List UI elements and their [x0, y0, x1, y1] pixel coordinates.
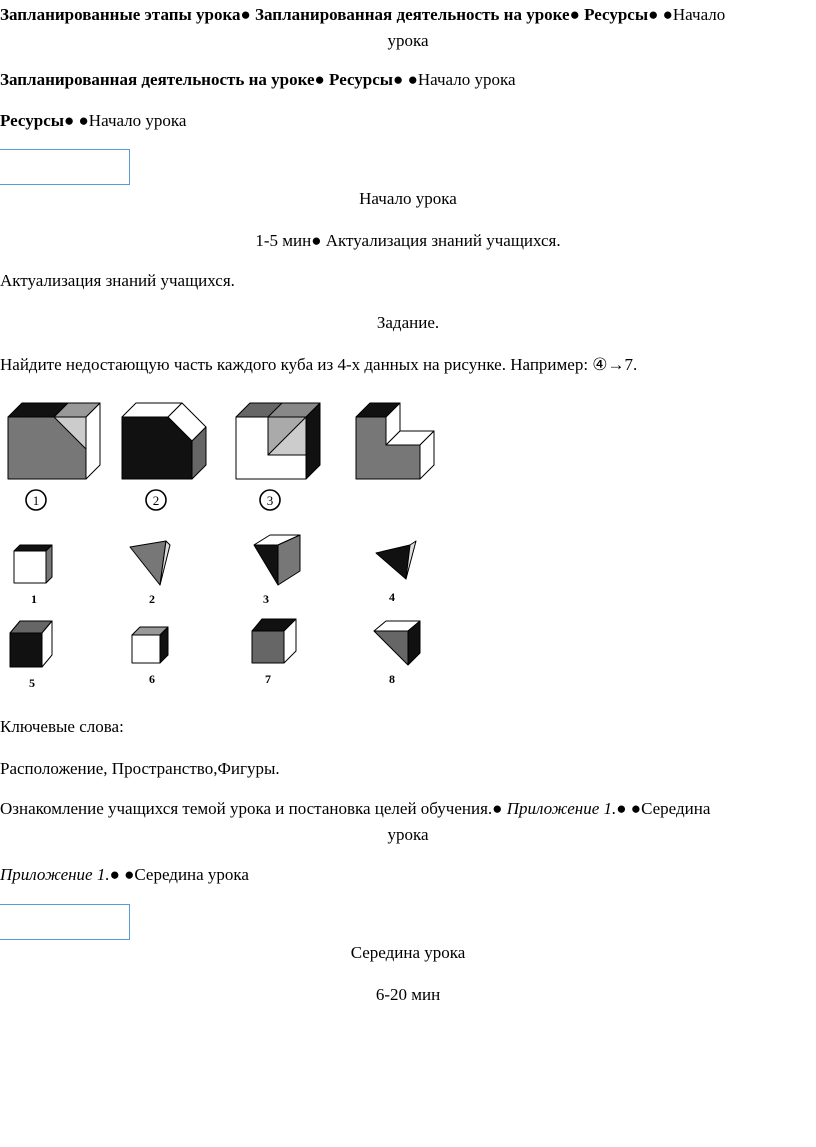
header-start-text-2: Начало урока [417, 70, 516, 89]
figure-label-4: 4 [389, 590, 395, 604]
section-title-middle: Середина урока [350, 943, 466, 962]
time-line-middle: 6-20 мин [375, 985, 441, 1004]
piece-5 [10, 621, 52, 667]
header-line-1-cont: урока [387, 31, 429, 50]
header-start-text-3: Начало урока [88, 111, 187, 130]
time-line-start: 1-5 мин● Актуализация знаний учащихся. [255, 231, 561, 250]
appendix-ref-1: Приложение 1.● ● [502, 799, 642, 818]
header-activity-text: Запланированная деятельность на уроке● Ресурсы● ● [0, 70, 418, 89]
header-line-3 [0, 110, 816, 132]
piece-2 [130, 541, 170, 585]
large-shape-3 [236, 403, 320, 479]
header-start-text: Начало [672, 5, 726, 24]
intro-middle-text: Середина [641, 799, 711, 818]
figure-label-6: 6 [149, 672, 155, 686]
piece-4 [376, 541, 416, 579]
piece-1 [14, 545, 52, 583]
piece-3 [254, 535, 300, 585]
large-shape-4 [356, 403, 434, 479]
empty-frame-1 [0, 149, 130, 185]
piece-6 [132, 627, 168, 663]
figure-top-label-3: 3 [266, 493, 274, 508]
figure-label-3: 3 [263, 592, 269, 606]
intro-line-2 [0, 864, 816, 886]
header-line-2 [0, 69, 816, 91]
task-title: Задание. [376, 313, 440, 332]
empty-frame-2 [0, 904, 130, 940]
keywords-value: Расположение, Пространство,Фигуры. [0, 759, 280, 778]
header-resources-text: Ресурсы● ● [0, 111, 89, 130]
piece-7 [252, 619, 296, 663]
keywords-label: Ключевые слова: [0, 717, 124, 736]
intro-middle-text-2: Середина урока [134, 865, 249, 884]
task-text: Найдите недостающую часть каждого куба из 4-х данных на рисунке. Например: ④→7. [0, 355, 638, 374]
large-shape-1 [8, 403, 100, 479]
figure-label-1: 1 [31, 592, 37, 606]
piece-8 [374, 621, 420, 665]
cubes-figure [0, 395, 450, 695]
header-line-1 [0, 4, 816, 26]
intro-line-1-cont: урока [387, 825, 429, 844]
header-stages-text: Запланированные этапы урока● Запланированная деятельность на уроке● Ресурсы● ● [0, 5, 673, 24]
figure-label-2: 2 [149, 592, 155, 606]
intro-text: Ознакомление учащихся темой урока и постановка целей обучения.● [0, 799, 503, 818]
intro-line-1 [0, 798, 816, 820]
figure-label-5: 5 [29, 676, 35, 690]
section-title-start: Начало урока [359, 189, 457, 208]
figure-top-label-2: 2 [152, 493, 160, 508]
figure-top-label-1: 1 [32, 493, 40, 508]
figure-label-8: 8 [389, 672, 395, 686]
figure-label-7: 7 [265, 672, 271, 686]
appendix-ref-2: Приложение 1.● ● [0, 865, 135, 884]
large-shape-2 [122, 403, 206, 479]
activity-text: Актуализация знаний учащихся. [0, 271, 235, 290]
